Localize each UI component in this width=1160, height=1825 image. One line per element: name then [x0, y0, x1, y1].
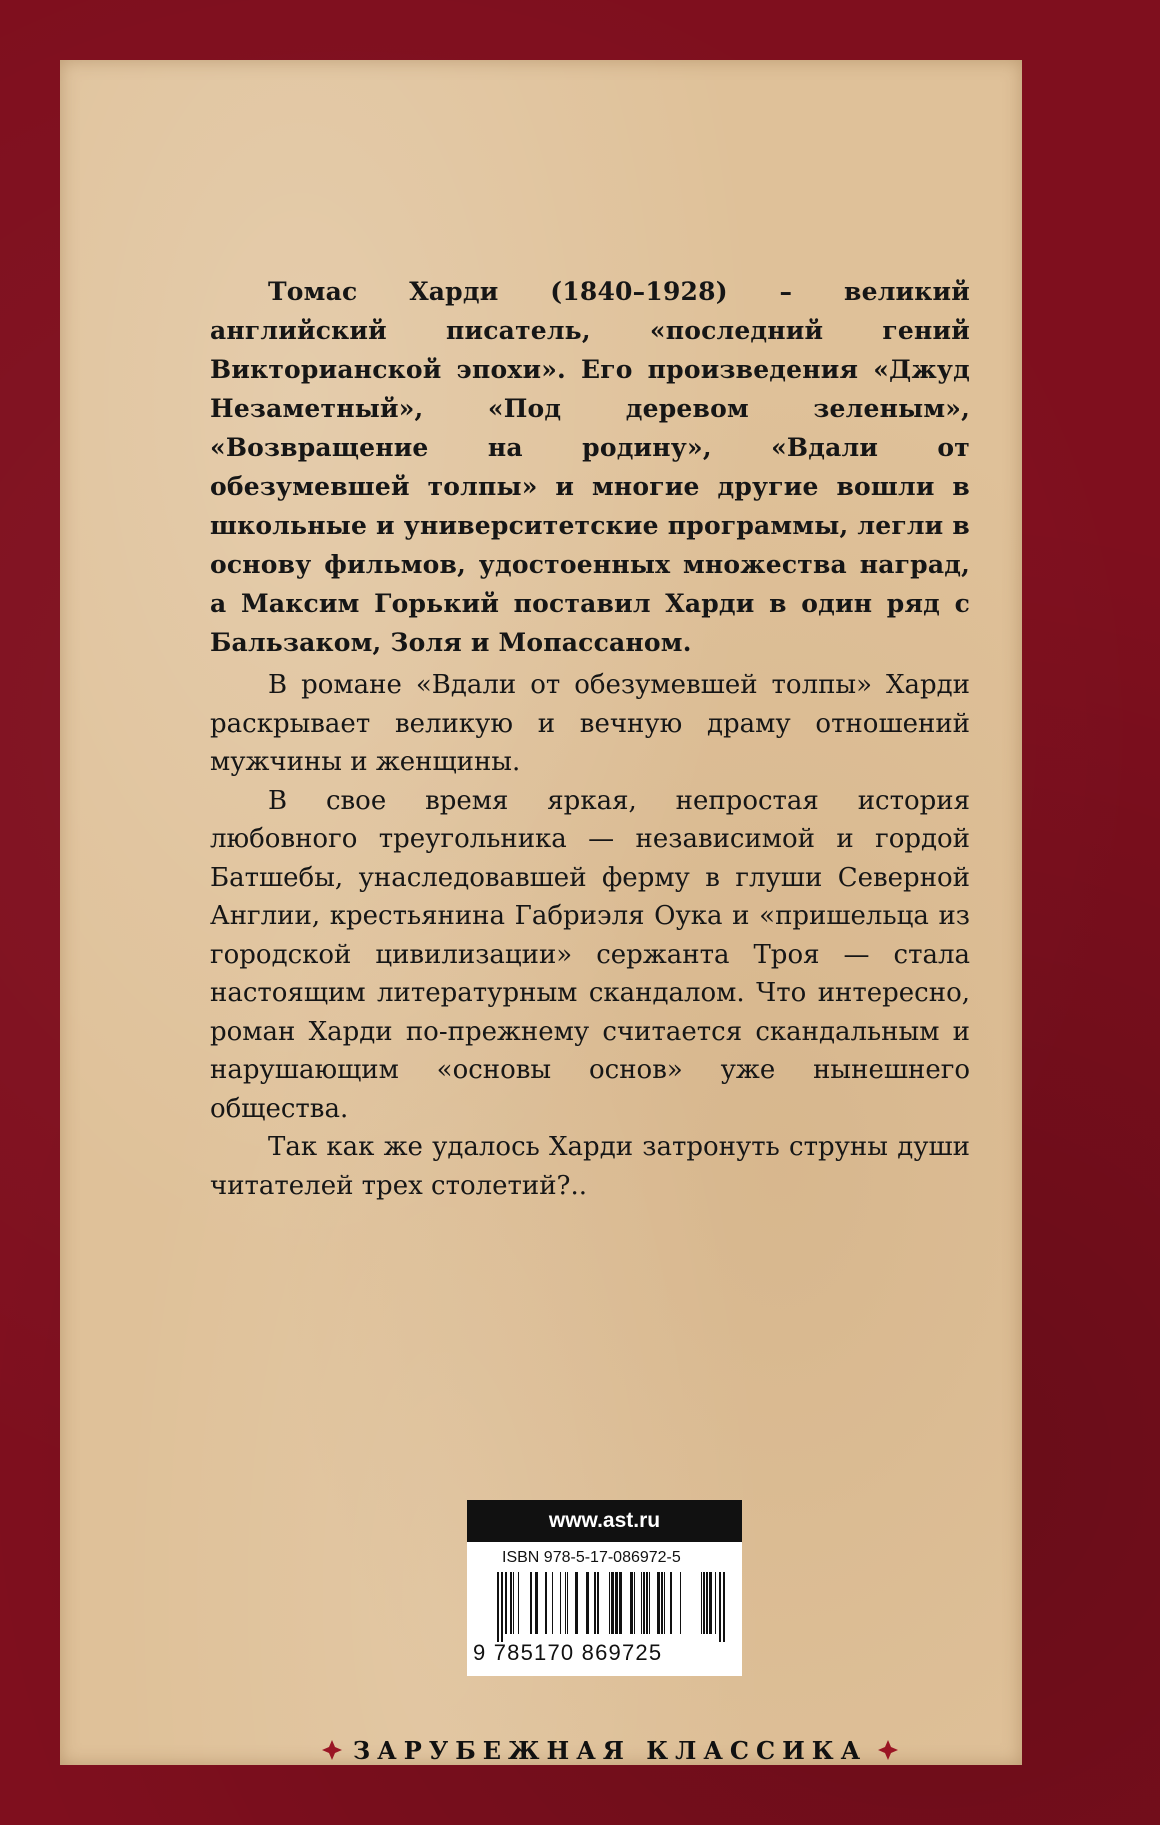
annotation-paragraph-2: В свое время яркая, непростая история любовного треугольника — независимой и гордой Батшебы, унаследовавшей ферму в глуши Северной Англии, крестьянина Габриэля Оука и «пришельца из городской цивилизации» сержанта Троя — стала настоящим литературным скандалом. Что интересно, роман Харди по-прежнему считается скандальным и нарушающим «основы основ» уже нынешнего общества.: [210, 785, 970, 1124]
publisher-website: www.ast.ru: [467, 1500, 742, 1542]
diamond-ornament-icon: [877, 1739, 899, 1761]
text-panel: [60, 60, 1022, 1765]
annotation-paragraph-3: Так как же удалось Харди затронуть струны души читателей трех столетий?..: [210, 1132, 970, 1201]
diamond-ornament-icon: [321, 1739, 343, 1761]
series-title: ЗАРУБЕЖНАЯ КЛАССИКА: [352, 1735, 868, 1765]
author-intro: Томас Харди (1840–1928) – великий английский писатель, «последний гений Викторианской эпохи». Его произведения «Джуд Незаметный», «Под деревом зеленым», «Возвращение на родину», «Вдали от обезумевшей толпы» и многие другие вошли в школьные и университетские программы, легли в основу фильмов, удостоенных множества наград, а Максим Горький поставил Харди в один ряд с Бальзаком, Золя и Мопассаном.: [210, 277, 970, 657]
barcode-digits: 9 785170 869725: [473, 1640, 663, 1665]
annotation: [210, 666, 970, 1205]
isbn-label: ISBN 978-5-17-086972-5: [502, 1549, 681, 1566]
series-line: [260, 1732, 960, 1768]
barcode-block: [467, 1500, 742, 1676]
barcode-icon: [497, 1572, 729, 1642]
annotation-paragraph-1: В романе «Вдали от обезумевшей толпы» Харди раскрывает великую и вечную драму отношений мужчины и женщины.: [210, 670, 970, 777]
